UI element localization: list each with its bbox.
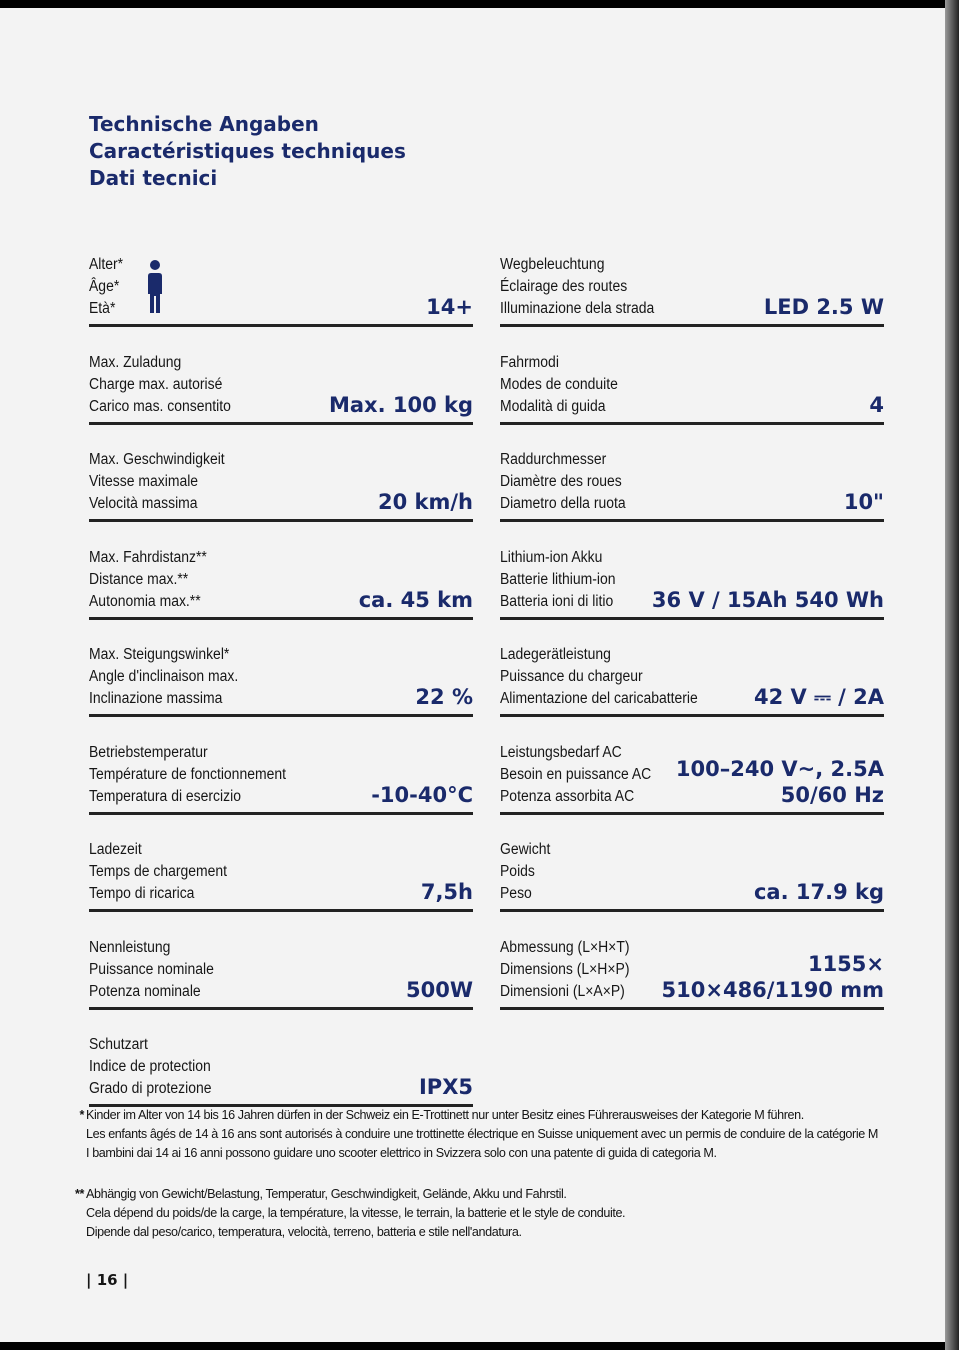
- spec-label: Puissance nominale: [89, 960, 214, 978]
- spec-labels: [500, 352, 618, 418]
- heading-de: Technische Angaben: [89, 112, 319, 136]
- spec-label: Dimensions (L×H×P): [500, 960, 630, 978]
- spec-label: Indice de protection: [89, 1058, 211, 1075]
- person-icon: [145, 258, 165, 314]
- spec-label: Ladezeit: [89, 841, 142, 858]
- spec-cell: [500, 447, 884, 522]
- spec-label: Lithium-ion Akku: [500, 548, 603, 566]
- footnote-line: Cela dépend du poids/de la carge, la température, la vitesse, le terrain, la batterie et le style de conduite.: [86, 1206, 626, 1220]
- spec-label: Max. Steigungswinkel*: [89, 646, 230, 663]
- spec-cell: [89, 545, 473, 620]
- spec-cell: [89, 447, 473, 522]
- spec-label: Angle d'inclinaison max.: [89, 668, 239, 685]
- spec-label: Nennleistung: [89, 938, 171, 956]
- spec-value-line: 4: [869, 392, 884, 417]
- spec-cell: [89, 837, 473, 912]
- spec-label: Température de fonctionnement: [89, 765, 286, 783]
- spec-cell: [89, 740, 473, 815]
- spec-label: Charge max. autorisé: [89, 375, 223, 393]
- footnote-mark: **: [74, 1187, 84, 1201]
- page-number: | 16 |: [86, 1271, 129, 1289]
- spec-label: Velocità massima: [89, 495, 198, 512]
- spec-value-line: 20 km/h: [377, 490, 473, 514]
- spec-label: Fahrmodi: [500, 353, 559, 371]
- spec-value-line: 42 V ⎓ / 2A: [753, 685, 884, 709]
- spec-label: Carico mas. consentito: [89, 397, 231, 415]
- spec-label: Autonomia max.**: [89, 592, 201, 610]
- spec-label: Max. Fahrdistanz**: [89, 548, 207, 566]
- spec-label: Modes de conduite: [500, 375, 618, 393]
- spec-value: [421, 879, 473, 905]
- spec-cell: [89, 642, 473, 717]
- spec-label: Illuminazione dela strada: [500, 300, 655, 317]
- spec-value-line: 7,5h: [420, 880, 473, 904]
- spec-cell: [89, 252, 473, 327]
- spec-cell: [500, 740, 884, 815]
- spec-value: [844, 489, 884, 515]
- spec-label: Poids: [500, 863, 535, 880]
- spec-value-line: 100–240 V~, 2.5A: [675, 756, 884, 781]
- spec-labels: [89, 547, 207, 613]
- spec-cell: [500, 642, 884, 717]
- spec-value-line: LED 2.5 W: [763, 295, 884, 319]
- footnote-line: Kinder im Alter von 14 bis 16 Jahren dürfen in der Schweiz ein E-Trottinett nur unter Besitz eines Führerausweises der Kategorie M führen.: [86, 1108, 804, 1122]
- spec-value: [329, 392, 473, 418]
- spec-value: [754, 684, 884, 710]
- spec-value: [359, 587, 473, 613]
- spec-value-line: IPX5: [418, 1075, 473, 1099]
- spec-label: Max. Zuladung: [89, 353, 182, 371]
- spec-label: Temps de chargement: [89, 863, 228, 880]
- spec-value: [869, 392, 884, 418]
- spec-label: Diametro della ruota: [500, 495, 626, 512]
- spec-label: Batterie lithium-ion: [500, 570, 616, 588]
- spec-value: [419, 1074, 473, 1100]
- spec-value-line: ca. 17.9 kg: [753, 880, 884, 904]
- footnote-1: [60, 1106, 900, 1163]
- footnote-mark: *: [79, 1108, 84, 1122]
- spec-label: Max. Geschwindigkeit: [89, 451, 225, 468]
- spec-label: Alter*: [89, 256, 124, 273]
- spec-label: Batteria ioni di litio: [500, 592, 614, 610]
- spec-label: Temperatura di esercizio: [89, 787, 241, 805]
- spec-value-line: 50/60 Hz: [780, 782, 884, 807]
- spec-label: Gewicht: [500, 841, 551, 858]
- manual-page: [0, 8, 946, 1342]
- footnote-line: I bambini dai 14 ai 16 anni possono guidare uno scooter elettrico in Svizzera solo con una patente di guida di categoria M.: [86, 1146, 717, 1160]
- spec-labels: [89, 449, 225, 515]
- spec-labels: [89, 1034, 212, 1100]
- spec-label: Wegbeleuchtung: [500, 256, 605, 273]
- spec-value-line: 22 %: [415, 685, 473, 709]
- spec-label: Dimensioni (L×A×P): [500, 982, 625, 1000]
- spec-label: Potenza assorbita AC: [500, 787, 635, 805]
- spec-labels: [89, 352, 231, 418]
- heading-fr: Caractéristiques techniques: [89, 139, 406, 163]
- spec-value: [406, 977, 473, 1003]
- spec-value-line: Max. 100 kg: [328, 392, 473, 417]
- spec-value: [754, 879, 884, 905]
- spec-label: Puissance du chargeur: [500, 668, 643, 685]
- spec-value: [662, 951, 884, 1003]
- spec-value-line: 10": [843, 490, 884, 514]
- spec-value: [371, 782, 473, 808]
- spec-labels: [500, 839, 550, 905]
- spec-label: Betriebstemperatur: [89, 743, 208, 761]
- spec-label: Distance max.**: [89, 570, 189, 588]
- spec-label: Peso: [500, 885, 532, 902]
- footnote-line: Les enfants âgés de 14 à 16 ans sont autorisés à conduire une trottinette électrique en Suisse uniquement avec un permis de conduire de la catégorie M: [86, 1127, 879, 1141]
- spec-value: [426, 294, 473, 320]
- spec-value-line: 500W: [406, 977, 473, 1002]
- spec-label: Età*: [89, 300, 116, 317]
- spec-labels: [500, 547, 616, 613]
- spec-value-line: 36 V / 15Ah 540 Wh: [651, 587, 884, 612]
- spec-cell: [89, 350, 473, 425]
- spec-labels: [500, 742, 651, 808]
- spec-labels: [500, 937, 629, 1003]
- spec-labels: [89, 937, 214, 1003]
- spec-value: [652, 587, 884, 613]
- spec-label: Diamètre des roues: [500, 473, 622, 490]
- spec-value-line: -10-40°C: [371, 782, 473, 807]
- spec-labels: [500, 254, 654, 320]
- spec-value: [676, 756, 884, 808]
- footnote-2: [60, 1185, 900, 1242]
- spec-label: Leistungsbedarf AC: [500, 743, 622, 761]
- spec-label: Tempo di ricarica: [89, 885, 195, 902]
- page-edge-shadow: [945, 0, 959, 1350]
- spec-labels: [500, 449, 626, 515]
- spec-label: Inclinazione massima: [89, 690, 223, 707]
- spec-labels: [89, 644, 238, 710]
- footnotes: [60, 1106, 900, 1264]
- spec-value-line: 510×486/1190 mm: [661, 977, 884, 1002]
- footnote-line: Dipende dal peso/carico, temperatura, velocità, terreno, batteria e stile nell'andatura.: [86, 1225, 522, 1239]
- spec-label: Abmessung (L×H×T): [500, 938, 630, 956]
- spec-labels: [89, 254, 123, 320]
- spec-labels: [89, 839, 227, 905]
- spec-label: Potenza nominale: [89, 982, 201, 1000]
- spec-label: Âge*: [89, 278, 120, 295]
- page-heading: [89, 111, 406, 192]
- spec-value-line: 14+: [426, 295, 473, 319]
- heading-it: Dati tecnici: [89, 166, 218, 190]
- spec-label: Vitesse maximale: [89, 473, 199, 490]
- page-number-value: 16: [96, 1271, 118, 1289]
- spec-labels: [89, 742, 286, 808]
- spec-value-line: ca. 45 km: [358, 587, 473, 612]
- spec-cell: [89, 1032, 473, 1107]
- spec-cell: [500, 545, 884, 620]
- spec-labels: [500, 644, 698, 710]
- footnote-line: Abhängig von Gewicht/Belastung, Temperatur, Geschwindigkeit, Gelände, Akku und Fahrstil.: [86, 1187, 567, 1201]
- spec-value: [415, 684, 473, 710]
- spec-cell: [500, 350, 884, 425]
- spec-cell: [89, 935, 473, 1010]
- spec-value: [378, 489, 473, 515]
- spec-value: [764, 294, 884, 320]
- spec-label: Alimentazione del caricabatterie: [500, 690, 698, 707]
- spec-label: Besoin en puissance AC: [500, 765, 652, 783]
- spec-label: Schutzart: [89, 1036, 148, 1053]
- spec-label: Grado di protezione: [89, 1080, 212, 1097]
- spec-label: Modalità di guida: [500, 397, 606, 415]
- spec-cell: [500, 935, 884, 1010]
- spec-cell: [500, 837, 884, 912]
- spec-label: Éclairage des routes: [500, 278, 628, 295]
- spec-label: Raddurchmesser: [500, 451, 607, 468]
- spec-value-line: 1155×: [807, 951, 884, 976]
- spec-cell: [500, 252, 884, 327]
- spec-label: Ladegerätleistung: [500, 646, 611, 663]
